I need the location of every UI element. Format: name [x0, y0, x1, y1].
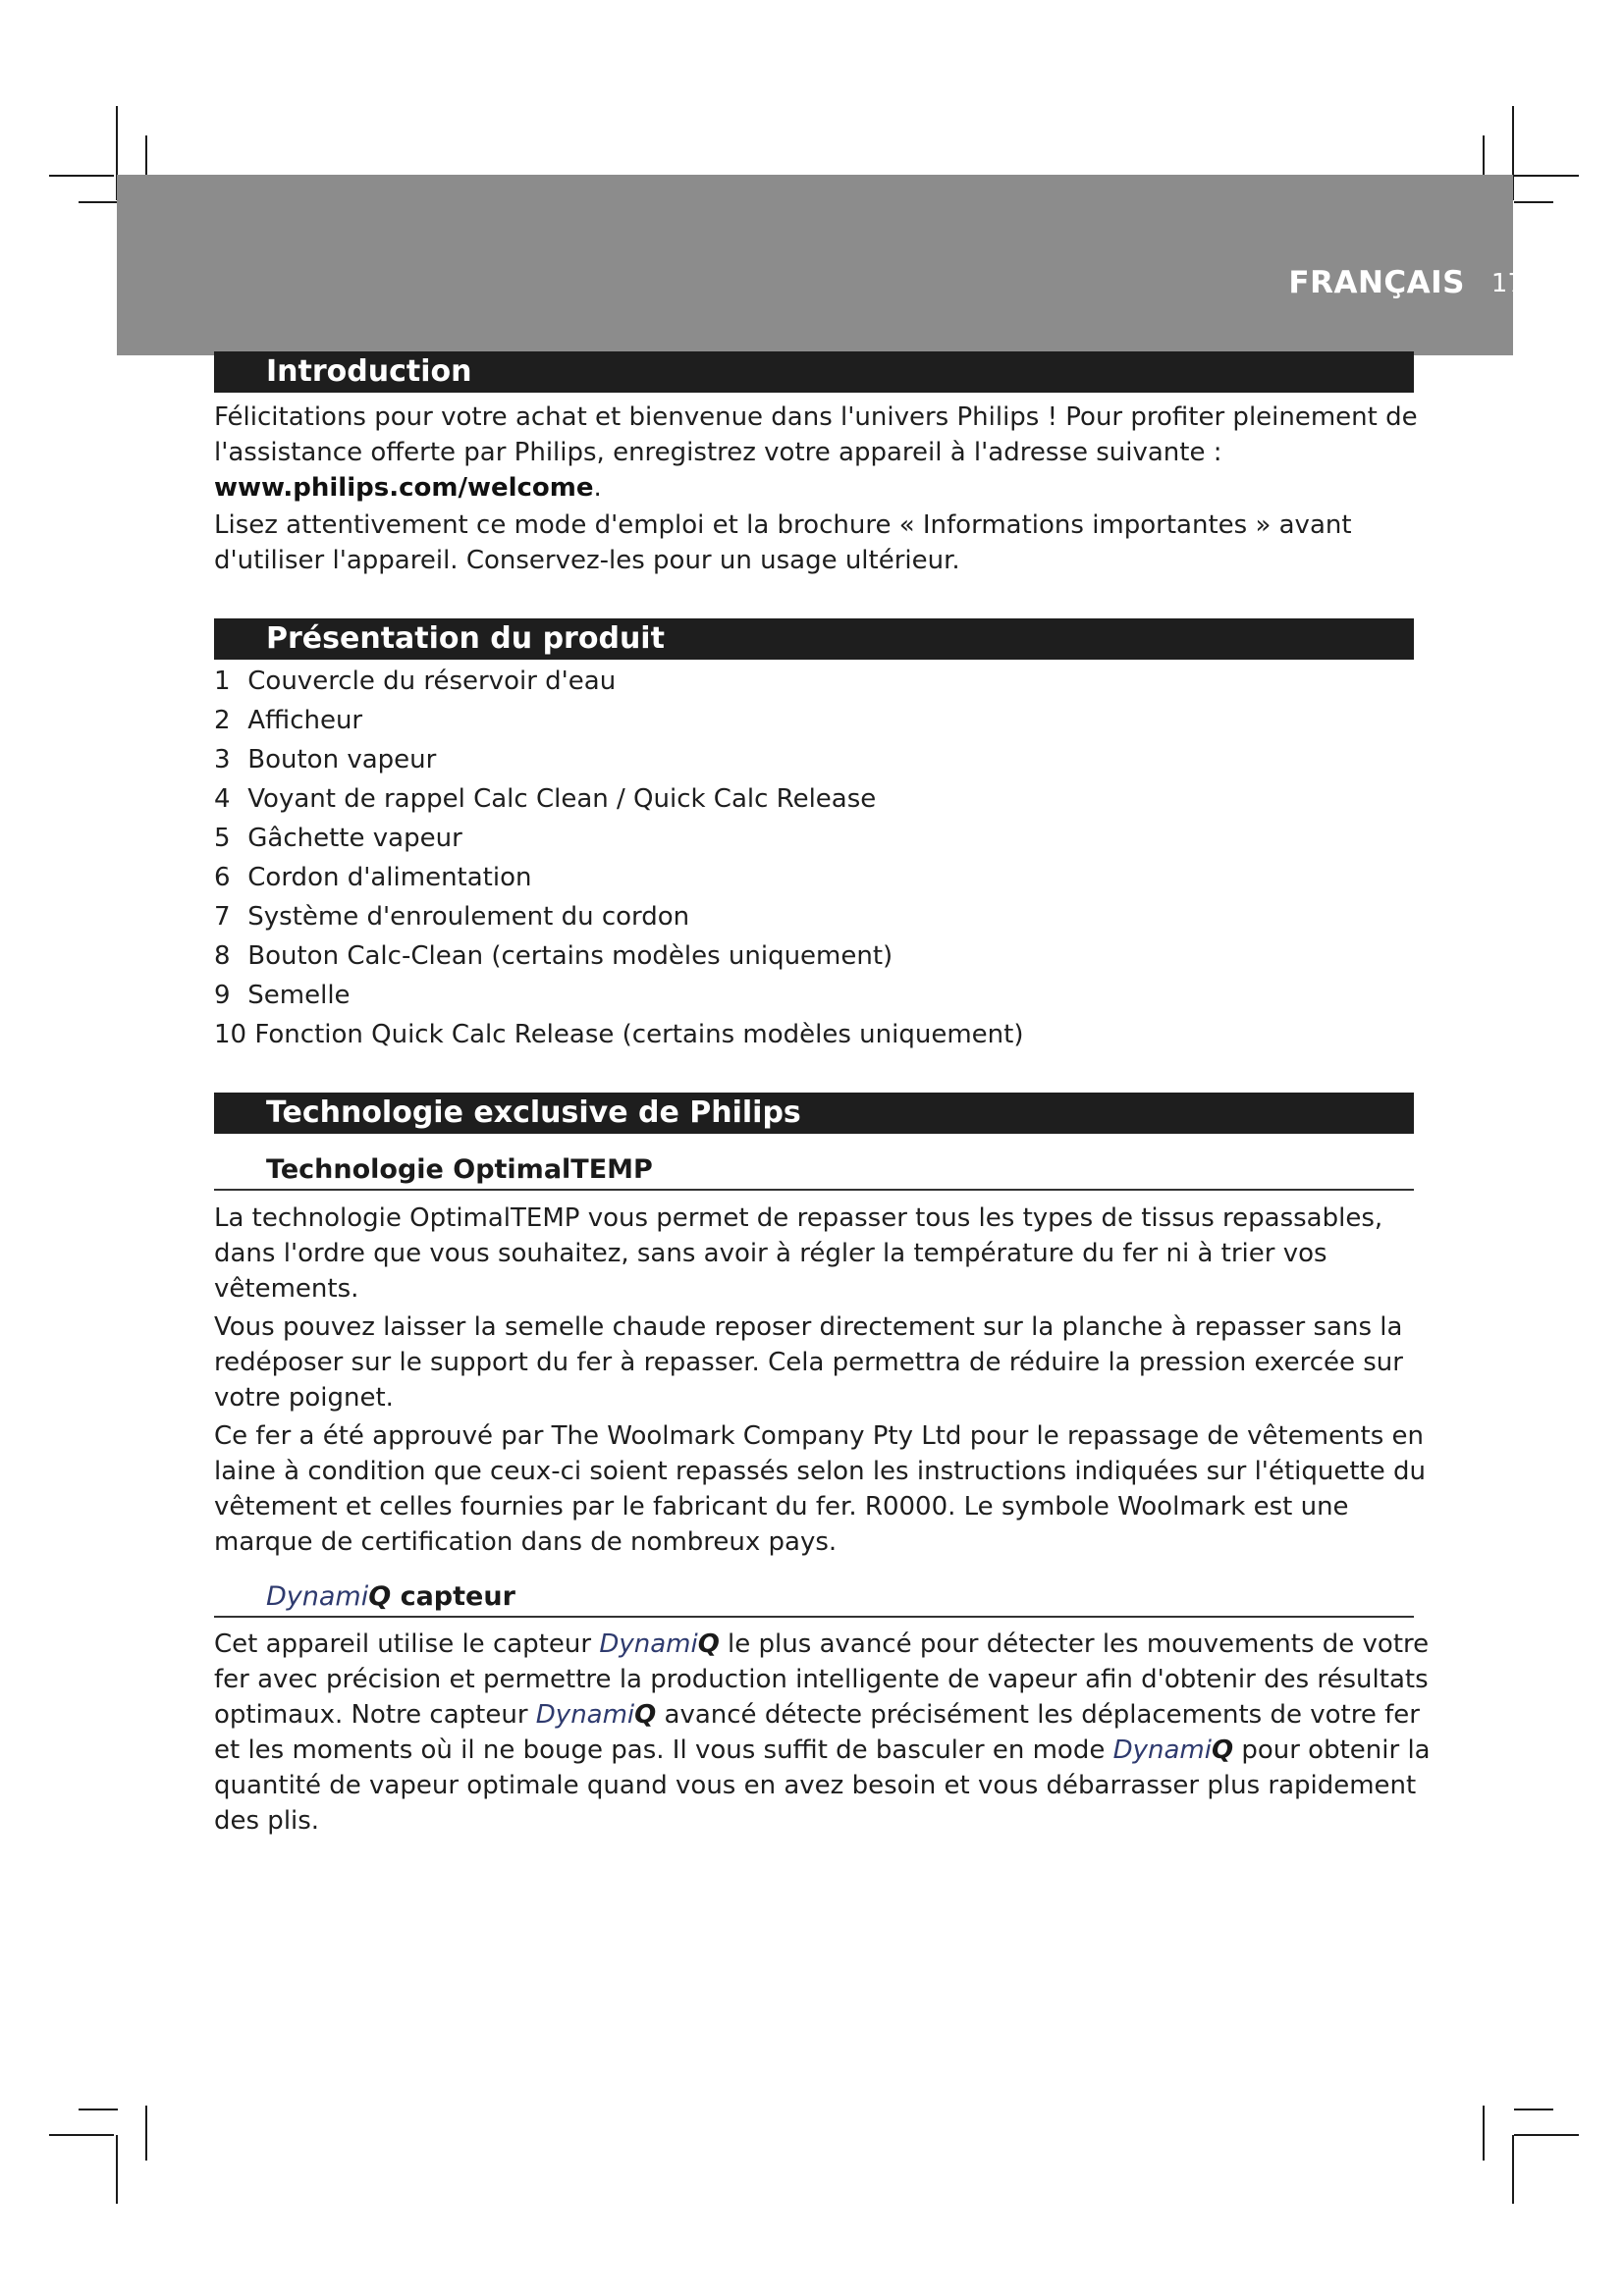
item-number: 2 — [214, 706, 231, 735]
item-number: 3 — [214, 745, 231, 774]
section-title-introduction: Introduction — [214, 351, 1414, 393]
dynamiq-text-4: pour obtenir la quantité de vapeur optimale quand vous en avez besoin et vous débarrasser plus rapidement des plis. — [214, 1735, 1431, 1836]
language-label: FRANÇAIS — [1288, 265, 1465, 300]
list-item — [214, 740, 1412, 779]
optimaltemp-paragraph-2: Vous pouvez laisser la semelle chaude reposer directement sur la planche à repasser sans la redéposer sur le support du fer à repasser. Cela permettra de réduire la pression exercée sur votre poignet. — [214, 1312, 1403, 1413]
dynamiq-brand-light: Dynami — [1112, 1735, 1212, 1765]
crop-mark — [79, 2109, 118, 2110]
list-item — [214, 662, 1412, 701]
list-item — [214, 858, 1412, 897]
item-number: 10 — [214, 1020, 247, 1049]
crop-mark — [1514, 2109, 1553, 2110]
crop-mark — [79, 201, 118, 203]
list-item — [214, 936, 1412, 976]
list-item — [214, 819, 1412, 858]
intro-paragraph-1 — [214, 400, 1436, 506]
dynamiq-brand-bold: Q — [634, 1700, 657, 1730]
dynamiq-paragraph — [214, 1627, 1436, 1839]
dynamiq-brand-bold: Q — [1211, 1735, 1234, 1765]
item-label: Système d'enroulement du cordon — [247, 902, 690, 932]
dynamiq-text-2: le plus avancé pour détecter les mouvements de votre fer avec précision et permettre la production intelligente de vapeur afin d'obtenir des résultats optimaux. Notre capteur — [214, 1629, 1430, 1730]
item-number: 5 — [214, 824, 231, 853]
dynamiq-text-3: avancé détecte précisément les déplacements de votre fer et les moments où il ne bouge pas. Il vous suffit de basculer en mode — [214, 1700, 1420, 1765]
dynamiq-brand-bold: Q — [368, 1581, 392, 1612]
item-label: Afficheur — [247, 706, 363, 735]
item-label: Gâchette vapeur — [247, 824, 462, 853]
crop-mark — [1483, 2106, 1485, 2161]
crop-mark — [1514, 201, 1553, 203]
item-label: Voyant de rappel Calc Clean / Quick Calc Release — [247, 784, 877, 814]
dynamiq-brand-light: Dynami — [599, 1629, 698, 1659]
subheading-dynamiq — [214, 1580, 1414, 1618]
item-label: Cordon d'alimentation — [247, 863, 532, 892]
crop-mark — [1512, 2135, 1514, 2204]
crop-mark — [1514, 2134, 1579, 2136]
dynamiq-brand-light: Dynami — [266, 1581, 369, 1612]
section-title-product: Présentation du produit — [214, 618, 1414, 660]
item-number: 4 — [214, 784, 231, 814]
dynamiq-brand-light: Dynami — [535, 1700, 635, 1730]
dynamiq-brand-bold: Q — [697, 1629, 720, 1659]
crop-mark — [49, 2134, 114, 2136]
item-number: 9 — [214, 981, 231, 1010]
product-parts-list — [214, 662, 1412, 1054]
item-label: Couvercle du réservoir d'eau — [247, 667, 617, 696]
item-label: Bouton Calc-Clean (certains modèles uniquement) — [247, 941, 893, 971]
list-item — [214, 1015, 1412, 1054]
optimaltemp-paragraph-1: La technologie OptimalTEMP vous permet de repasser tous les types de tissus repassables, dans l'ordre que vous souhaitez, sans avoir à régler la température du fer ni à trier vos vêtements. — [214, 1203, 1383, 1304]
intro-paragraph-2: Lisez attentivement ce mode d'emploi et la brochure « Informations importantes » avant d'utiliser l'appareil. Conservez-les pour un usage ultérieur. — [214, 510, 1352, 575]
crop-mark — [116, 2135, 118, 2204]
crop-mark — [1514, 175, 1579, 177]
philips-welcome-link[interactable]: www.philips.com/welcome — [214, 473, 594, 503]
optimaltemp-paragraph-3: Ce fer a été approuvé par The Woolmark Company Pty Ltd pour le repassage de vêtements en laine à condition que ceux-ci soient repassés selon les instructions indiquées sur l'étiquette du vêtement et celles fournies par le fabricant du fer. R0000. Le symbole Woolmark est une marque de certification dans de nombreux pays. — [214, 1421, 1426, 1557]
dynamiq-text-1: Cet appareil utilise le capteur — [214, 1629, 600, 1659]
list-item — [214, 701, 1412, 740]
item-label: Semelle — [247, 981, 351, 1010]
subheading-optimaltemp: Technologie OptimalTEMP — [214, 1153, 1414, 1191]
section-title-technology: Technologie exclusive de Philips — [214, 1093, 1414, 1134]
crop-mark — [49, 175, 114, 177]
list-item — [214, 779, 1412, 819]
page-number: 17 — [1490, 269, 1524, 298]
crop-mark — [145, 2106, 147, 2161]
list-item — [214, 897, 1412, 936]
item-label: Bouton vapeur — [247, 745, 437, 774]
intro-text: Félicitations pour votre achat et bienvenue dans l'univers Philips ! Pour profiter pleinement de l'assistance offerte par Philips, enregistrez votre appareil à l'adresse suivante : — [214, 402, 1418, 467]
list-item — [214, 976, 1412, 1015]
item-label: Fonction Quick Calc Release (certains modèles uniquement) — [254, 1020, 1024, 1049]
dynamiq-heading-text: capteur — [391, 1581, 515, 1612]
item-number: 8 — [214, 941, 231, 971]
intro-period: . — [593, 473, 602, 503]
item-number: 7 — [214, 902, 231, 932]
item-number: 6 — [214, 863, 231, 892]
item-number: 1 — [214, 667, 231, 696]
